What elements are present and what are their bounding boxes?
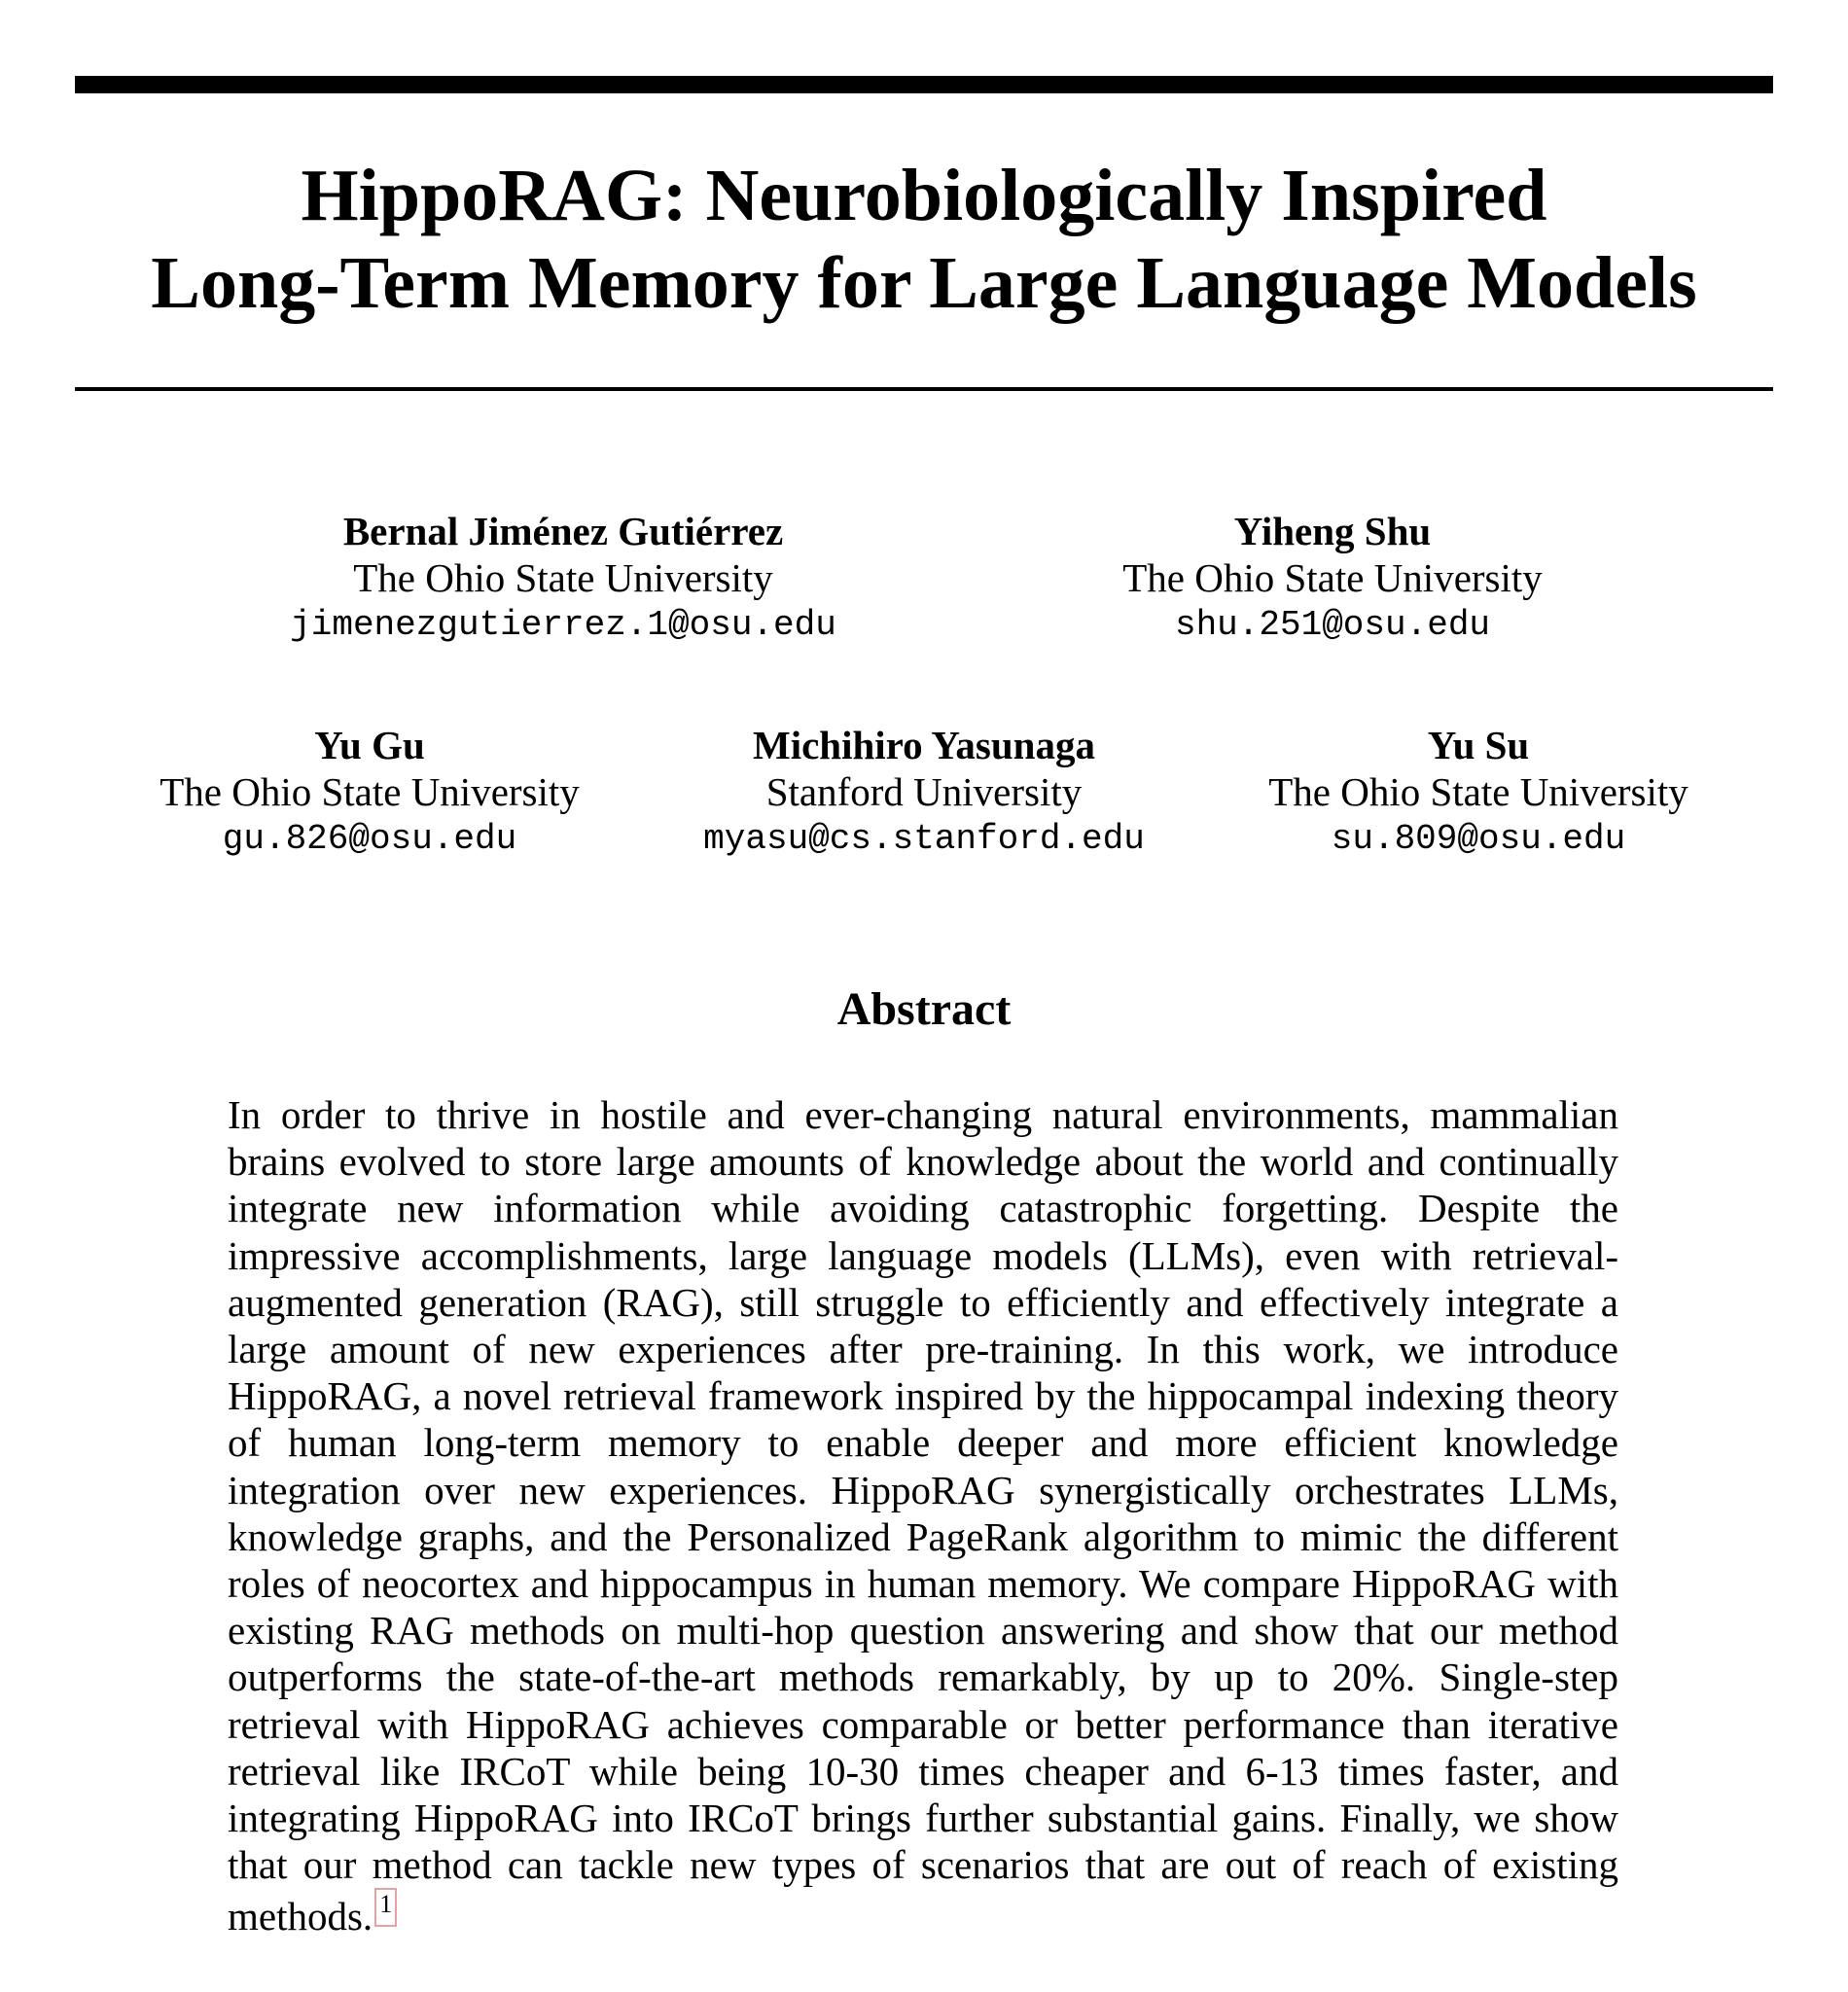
author-block-yasunaga bbox=[622, 722, 1226, 864]
author-email: myasu@cs.stanford.edu bbox=[703, 819, 1145, 859]
footnote-link[interactable]: 1 bbox=[374, 1888, 397, 1927]
title-bottom-rule bbox=[75, 387, 1773, 391]
author-block-shu bbox=[1031, 508, 1634, 650]
author-email: su.809@osu.edu bbox=[1331, 819, 1626, 859]
author-affiliation: The Ohio State University bbox=[1122, 555, 1543, 600]
author-email: jimenezgutierrez.1@osu.edu bbox=[290, 605, 836, 645]
abstract-heading: Abstract bbox=[836, 983, 1012, 1035]
author-affiliation: The Ohio State University bbox=[353, 555, 773, 600]
title-top-rule bbox=[75, 76, 1773, 93]
abstract-body bbox=[228, 1091, 1618, 1940]
author-block-su bbox=[1177, 722, 1780, 864]
author-affiliation: The Ohio State University bbox=[1268, 769, 1688, 814]
paper-title-line-1: HippoRAG: Neurobiologically Inspired bbox=[301, 155, 1547, 236]
author-name: Yu Su bbox=[1427, 723, 1530, 767]
author-name: Yu Gu bbox=[314, 723, 425, 767]
author-name: Bernal Jiménez Gutiérrez bbox=[342, 509, 784, 553]
author-email: shu.251@osu.edu bbox=[1174, 605, 1491, 645]
author-email: gu.826@osu.edu bbox=[222, 819, 517, 859]
paper-title-line-2: Long-Term Memory for Large Language Models bbox=[151, 242, 1697, 324]
paper-title bbox=[75, 152, 1773, 327]
author-affiliation: The Ohio State University bbox=[160, 769, 580, 814]
author-block-jimenez-gutierrez bbox=[262, 508, 865, 650]
author-name: Yiheng Shu bbox=[1233, 509, 1432, 553]
author-block-gu bbox=[68, 722, 671, 864]
author-name: Michihiro Yasunaga bbox=[753, 723, 1095, 767]
author-affiliation: Stanford University bbox=[765, 769, 1083, 814]
abstract-text: In order to thrive in hostile and ever-changing natural environments, mammalian brains evolved to store large amounts of knowledge about the world and continually integrate new information while avoiding catastrophic forgetting. Despite the impressive accomplishments, large language models (LLMs), even with retrieval-augmented generation (RAG), still struggle to efficiently and effectively integrate a large amount of new experiences after pre-training. In this work, we introduce HippoRAG, a novel retrieval framework inspired by the hippocampal indexing theory of human long-term memory to enable deeper and more efficient knowledge integration over new experiences. HippoRAG synergistically orchestrates LLMs, knowledge graphs, and the Personalized PageRank algorithm to mimic the different roles of neocortex and hippocampus in human memory. We compare HippoRAG with existing RAG methods on multi-hop question answering and show that our method outperforms the state-of-the-art methods remarkably, by up to 20%. Single-step retrieval with HippoRAG achieves comparable or better performance than iterative retrieval like IRCoT while being 10-30 times cheaper and 6-13 times faster, and integrating HippoRAG into IRCoT brings further substantial gains. Finally, we show that our method can tackle new types of scenarios that are out of reach of existing methods. bbox=[228, 1092, 1618, 1939]
